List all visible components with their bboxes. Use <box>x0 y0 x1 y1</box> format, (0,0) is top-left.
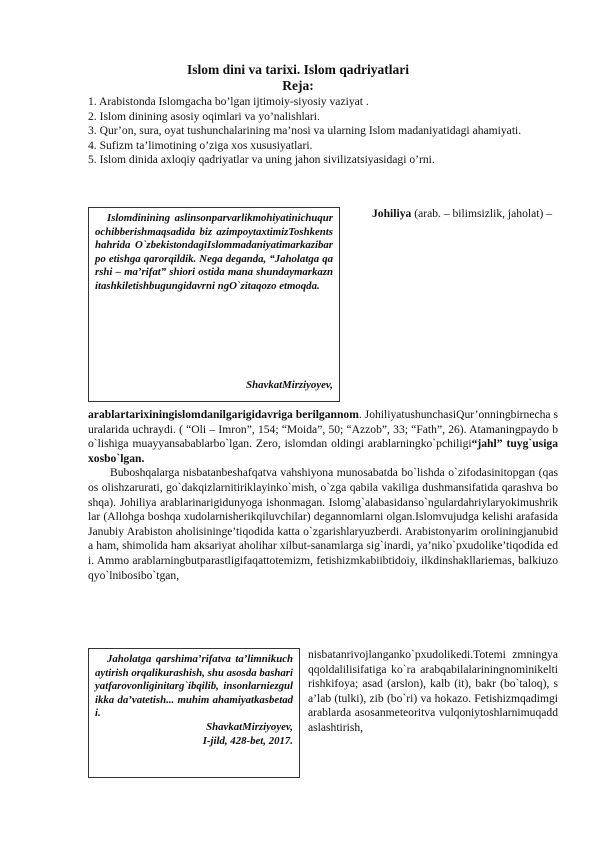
quote-author: ShavkatMirziyoyev, <box>206 720 293 733</box>
quote-text: Islomdinining aslinsonparvarlikmohiyatinichuqur ochibberishmaqsadida biz azimpoytaxtimizToshkentshahrida O`zbekistondagiIslommadaniyatimarkazibar po etishga qarorqildik. Nega deganda, “Jaholatga qarshi – ma’rifat” shiori ostida mana shundaymarkaznitashkiletishbugungidavrni ngO`zitaqozo etmoqda. <box>95 212 333 292</box>
bold-phrase: arablartarixiningislomdanilgarigidavriga berilgannom <box>88 408 359 421</box>
plan-item: 4. Sufizm ta’limotining o’ziga xos xususiyatlari. <box>88 138 313 152</box>
johiliya-definition <box>350 207 558 222</box>
paragraph-text: . JohiliyatushunchasiQur’onningbirnecha suralarida uchraydi. ( “Oli – Imron”, 154; “Moida”, 50; “Azzob”, 33; “Fath”, 26). Atamaningpaydo bo`lishiga muayyansabablarbo`lgan. Zero, islomdan oldingi arablarningko`pchiligi <box>88 408 558 451</box>
quote-source: I-jild, 428-bet, 2017. <box>202 734 293 747</box>
paragraph-totemism: nisbatanrivojlanganko`pxudolikedi.Totemi zmningyaqqoldalilisifatiga ko`ra arabqabilalariningnominikeltirishkifoya; asad (arslon), kalb (it), bakr (bo`taloq), sa’lab (tulki), zib (bo`ri) va hokazo. Fetishizmqadimgi arablarda asosanmeteoritva vulqoniytoshlarnimuqaddaslashtirish, <box>308 648 558 734</box>
term-johiliya: Johiliya <box>372 207 412 220</box>
quote-box-mirziyoyev-2 <box>88 648 300 778</box>
bold-phrase: “jahl” tuyg`usiga xosbo`lgan. <box>88 437 559 465</box>
plan-heading: Reja: <box>282 78 314 93</box>
paragraph-arabs: Buboshqalarga nisbatanbeshafqatva vahshiyona munosabatda bo`lishda o`zifodasinitopgan (qasos olishzarurati, go`dakqizlarnitiriklayinko`mish, o`zga qabila vakiliga dushmansifatida qarashva boshqa). Johiliya arablarinarigidunyoga ishonmagan. Islomg`alabasidanso`ngulardahriylaryokimushriklar (Allohga boshqa xudolarnisherikqiluvchilar) degannomlarni olgan.Islomvujudga kelishi arafasida Janubiy Arabiston aholisininge’tiqodida katta o`zgarishlaryuzberdi. Arabistonyarim oroliningjanubida ham, shimolida ham aksariyat aholihar xilbut-sanamlarga sig`inardi, ya’niko`pxudolike’tiqodida edi. Ammo arablarningbutparastligifaqattotemizm, fetishizmkabiibtidoiy, ilkdinshakllariemas, balkiuzoqyo`lnibosibo`tgan, <box>88 466 558 582</box>
plan-item: 1. Arabistonda Islomgacha bo’lgan ijtimoiy-siyosiy vaziyat . <box>88 95 369 108</box>
page-title: Islom dini va tarixi. Islom qadriyatlari <box>186 62 409 77</box>
plan-item: 3. Qur’on, sura, oyat tushunchalarining ma’nosi va ularning Islom madaniyatidagi ahamiyati. <box>88 124 522 138</box>
quote-box-mirziyoyev-1 <box>88 207 340 402</box>
quote-text: Jaholatga qarshima’rifatva ta’limnikuchaytirish orqalikurashish, shu asosda bashariyatfarovonliginitarg`ibqilib, insonlarniezgulikka da’vatetish... muhim ahamiyatkasbetadi. <box>95 653 293 720</box>
plan-list <box>88 95 558 168</box>
main-body-text <box>88 408 558 583</box>
term-definition: (arab. – bilimsizlik, jaholat) – <box>411 207 553 220</box>
plan-item: 5. Islom dinida axloqiy qadriyatlar va uning jahon sivilizatsiyasidagi o’rni. <box>88 153 435 167</box>
plan-item: 2. Islom dinining asosiy oqimlari va yo’nalishlari. <box>88 109 320 123</box>
paragraph-johiliya <box>88 408 558 466</box>
quote-author: ShavkatMirziyoyev, <box>246 379 333 392</box>
